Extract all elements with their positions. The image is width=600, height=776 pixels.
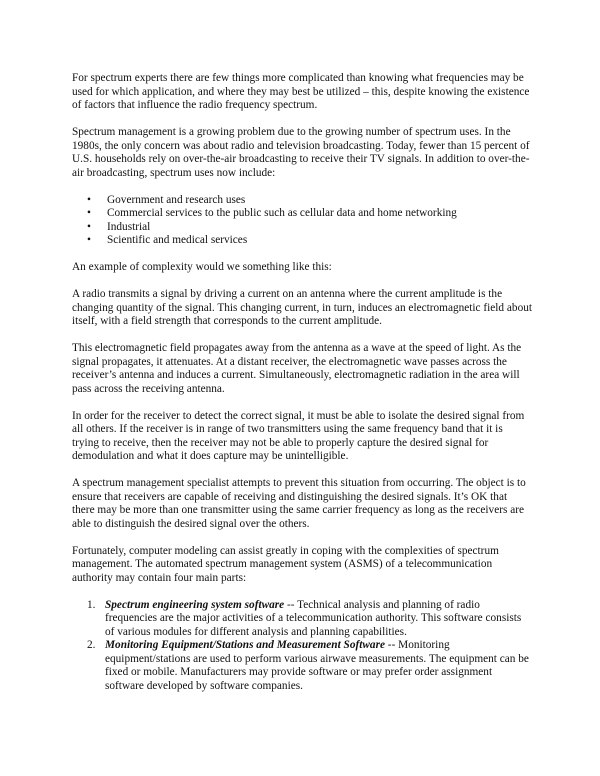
list-item xyxy=(72,194,532,208)
spectrum-management-paragraph: Spectrum management is a growing problem due to the growing number of spectrum uses. In the 1980s, the only concern was about radio and television broadcasting. Today, fewer than 15 percent of U.S. households rely on over-the-air broadcasting to receive their TV signals. In addition to over-the-air broadcasting, spectrum uses now include: xyxy=(72,126,530,179)
receiver-detection-paragraph: In order for the receiver to detect the correct signal, it must be able to isolate the desired signal from all others. If the receiver is in range of two transmitters using the same frequency band that it is trying to receive, then the receiver may not be able to properly capture the desired signal for demodulation and what it does capture may be unintelligible. xyxy=(72,409,525,462)
list-item xyxy=(72,207,532,221)
radio-transmit-paragraph: A radio transmits a signal by driving a current on an antenna where the current amplitude is the changing quantity of the signal. This changing current, in turn, induces an electromagnetic field about itself, with a field strength that corresponds to the current amplitude. xyxy=(72,288,533,327)
document-page xyxy=(72,72,532,693)
part-description: -- Technical analysis and planning of radio frequencies are the major activities of a telecommunication authority. This software consists of various modules for different analysis and planning capabilities. xyxy=(105,598,522,638)
list-item xyxy=(72,599,532,640)
bullet-icon: • xyxy=(87,234,91,246)
specialist-paragraph: A spectrum management specialist attempts to prevent this situation from occurring. The object is to ensure that receivers are capable of receiving and distinguishing the desired signals. It’s OK that there may be more than one transmitter using the same carrier frequency as long as the receivers are able to distinguish the desired signal over the others. xyxy=(72,477,526,530)
list-item-text: Industrial xyxy=(107,220,151,233)
bullet-icon: • xyxy=(87,207,91,219)
list-item xyxy=(72,221,532,235)
spectrum-uses-list xyxy=(72,194,532,248)
list-number: 2. xyxy=(87,639,96,651)
list-item-text: Commercial services to the public such as cellular data and home networking xyxy=(107,207,457,219)
intro-paragraph: For spectrum experts there are few things more complicated than knowing what frequencies may be used for which application, and where they may best be utilized – this, despite knowing the existence of factors that influence the radio frequency spectrum. xyxy=(72,72,530,111)
asms-parts-list xyxy=(72,599,532,694)
part-term: Monitoring Equipment/Stations and Measurement Software xyxy=(105,639,385,651)
field-propagation-paragraph: This electromagnetic field propagates away from the antenna as a wave at the speed of light. As the signal propagates, it attenuates. At a distant receiver, the electromagnetic wave passes across the receiver’s antenna and induces a current. Simultaneously, electromagnetic radiation in the area will pass across the receiving antenna. xyxy=(72,342,522,395)
list-item-text: Scientific and medical services xyxy=(107,234,248,246)
list-item xyxy=(72,234,532,248)
part-term: Spectrum engineering system software xyxy=(105,598,285,611)
list-number: 1. xyxy=(87,598,96,611)
bullet-icon: • xyxy=(87,193,91,206)
complexity-example-paragraph: An example of complexity would we something like this: xyxy=(72,261,332,273)
bullet-icon: • xyxy=(87,220,91,233)
list-item xyxy=(72,639,532,693)
computer-modeling-paragraph: Fortunately, computer modeling can assist greatly in coping with the complexities of spectrum management. The automated spectrum management system (ASMS) of a telecommunication authority may contain four main parts: xyxy=(72,544,499,584)
part-description: -- Monitoring equipment/stations are used to perform various airwave measurements. The equipment can be fixed or mobile. Manufacturers may provide software or may prefer order assignment software developed by software companies. xyxy=(105,639,529,692)
list-item-text: Government and research uses xyxy=(107,193,246,206)
